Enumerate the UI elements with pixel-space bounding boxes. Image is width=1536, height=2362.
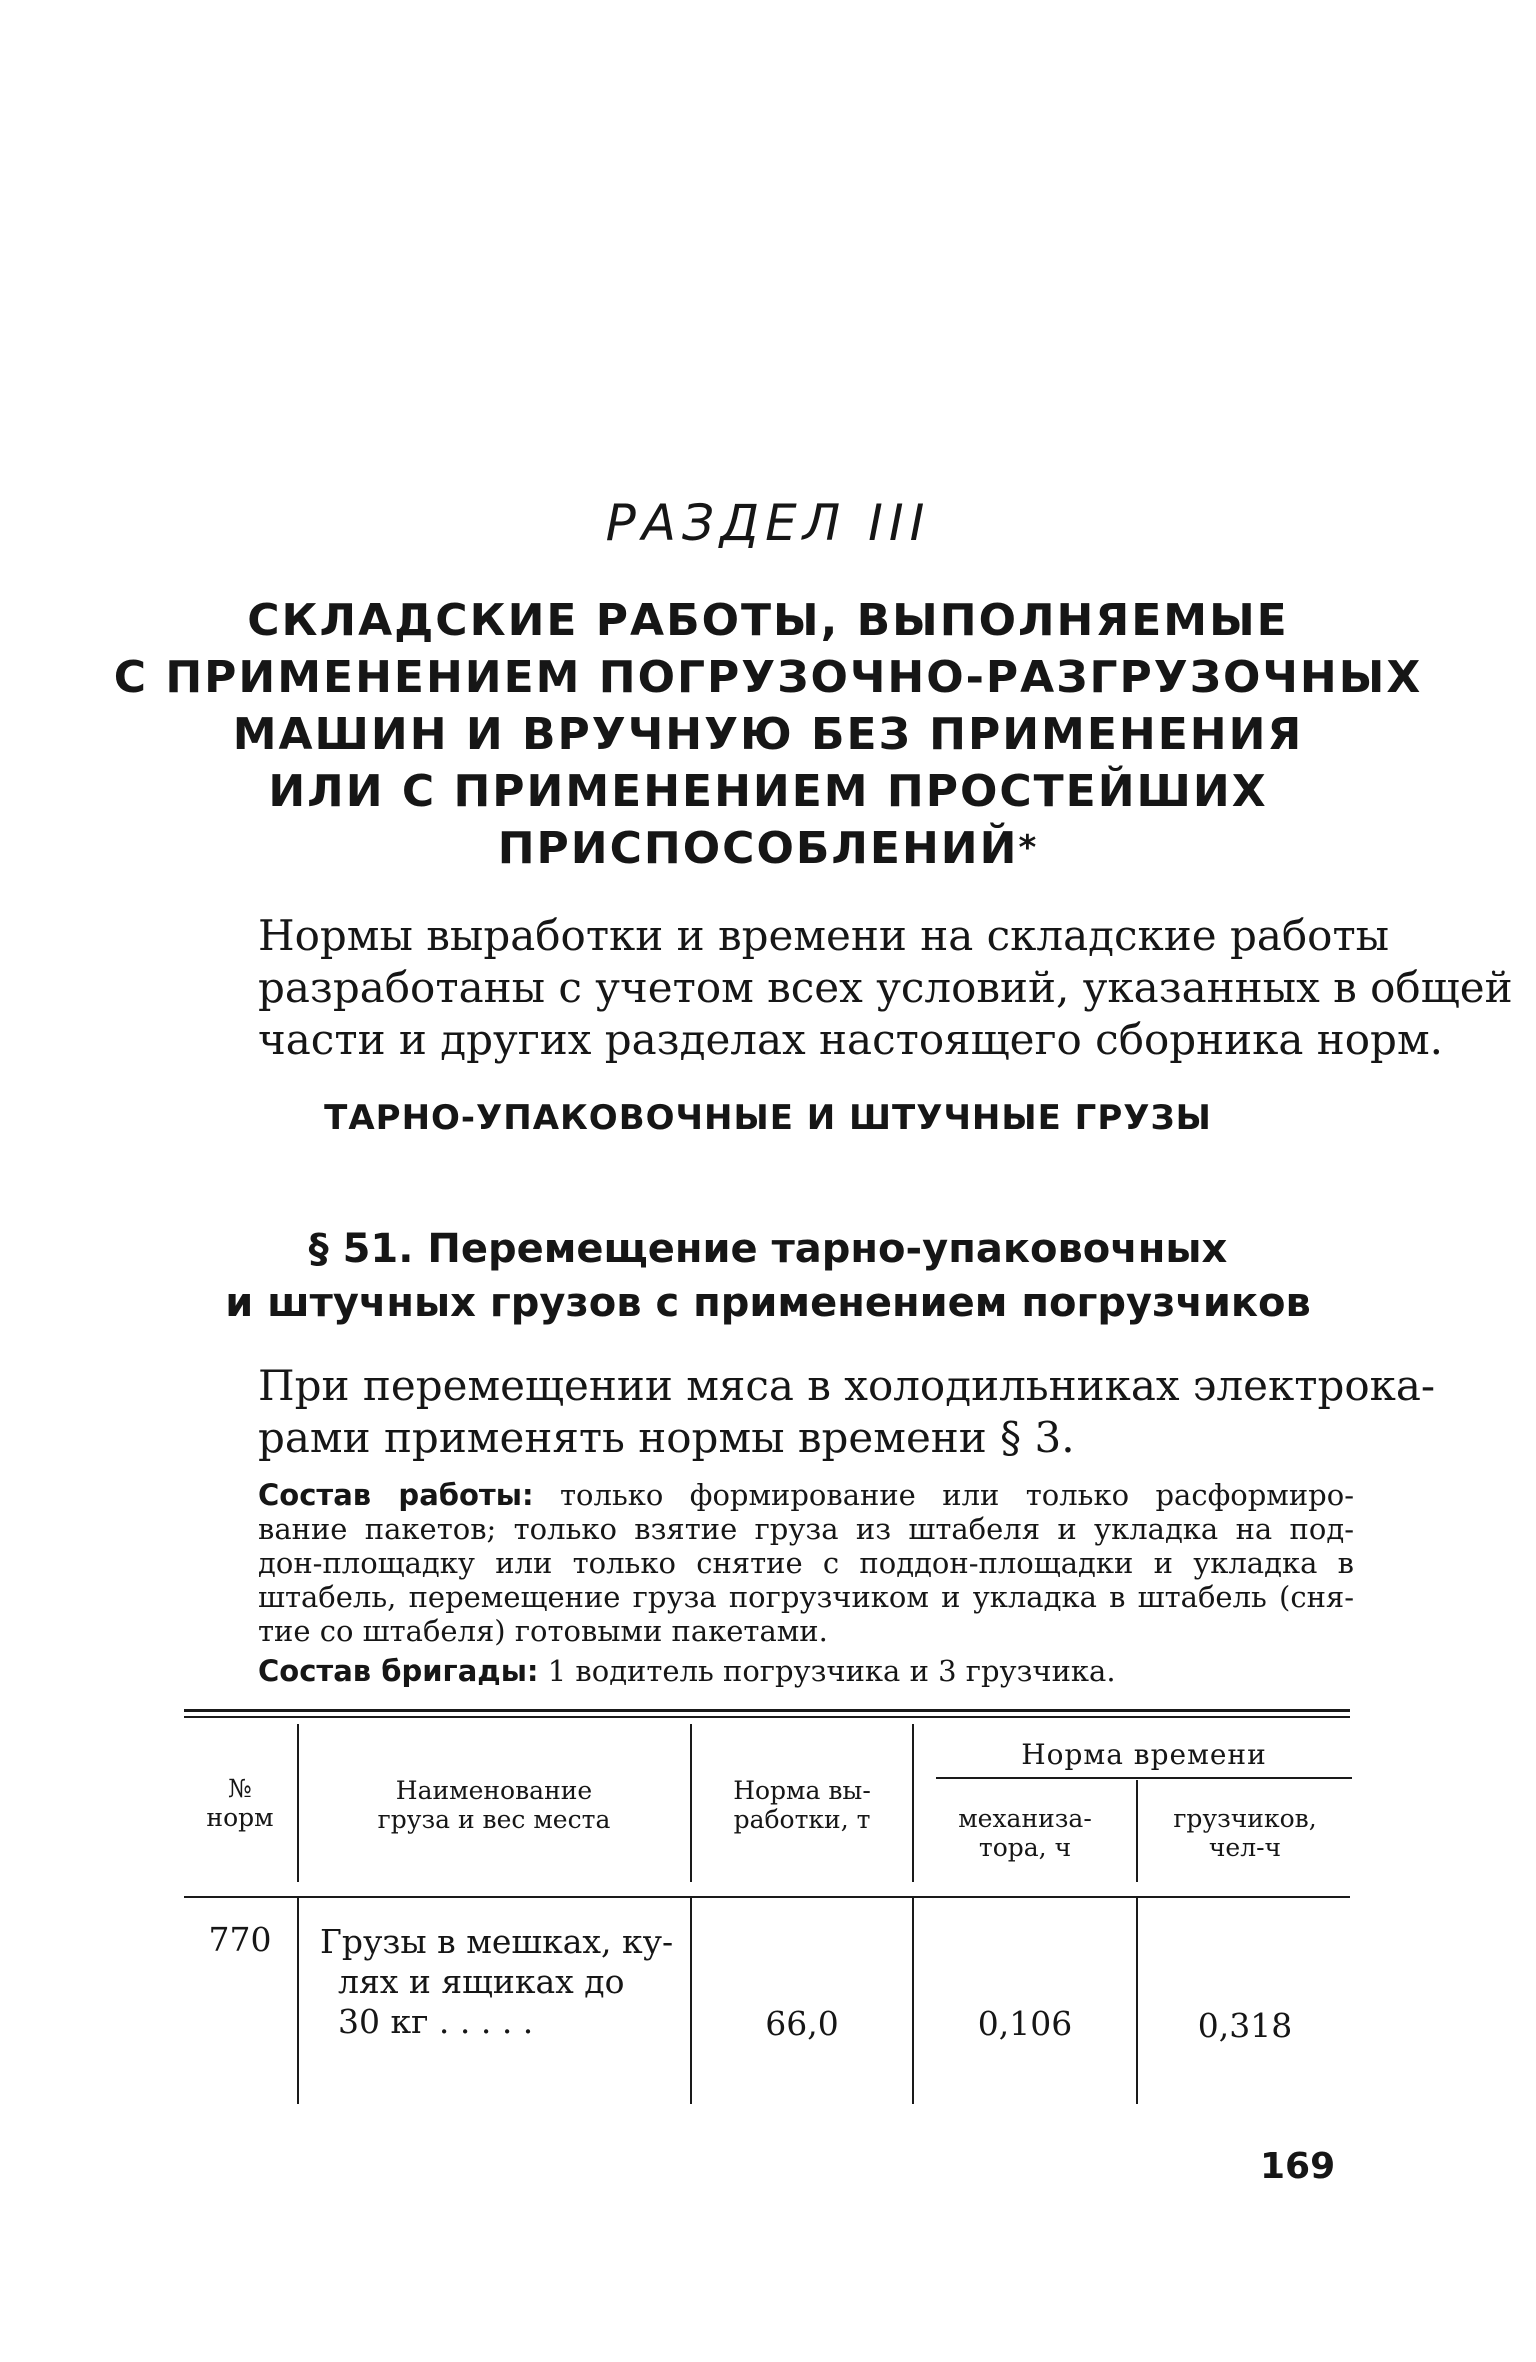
header-loaders [1140, 1804, 1350, 1862]
brigade-composition [258, 1654, 1116, 1688]
cell-cargo-line: лях и ящиках до [338, 1962, 625, 2001]
header-loaders-line: чел-ч [1208, 1833, 1282, 1862]
composition-label: Состав работы: [258, 1478, 534, 1512]
main-title-line: МАШИН И ВРУЧНУЮ БЕЗ ПРИМЕНЕНИЯ [232, 709, 1304, 760]
brigade-text: 1 водитель погрузчика и 3 грузчика. [547, 1654, 1116, 1688]
table-body-divider [912, 1898, 914, 2104]
section-label: РАЗДЕЛ III [605, 494, 931, 552]
table-body-divider [690, 1898, 692, 2104]
table-body-divider [297, 1898, 299, 2104]
paragraph-title-line: и штучных грузов с применением погрузчиков [225, 1280, 1311, 1326]
cell-cargo [320, 1922, 686, 2042]
header-output-line: работки, т [733, 1805, 871, 1834]
header-cargo-line: груза и вес места [377, 1805, 611, 1834]
composition-line: вание пакетов; только взятие груза из штабеля и укладка на под- [258, 1512, 1354, 1546]
note-line: При перемещении мяса в холодильниках электрока- [258, 1361, 1436, 1410]
header-mechanic [916, 1804, 1134, 1862]
cell-mechanic: 0,106 [977, 2004, 1073, 2043]
work-composition [258, 1478, 1354, 1648]
intro-line: части и других разделах настоящего сборника норм. [258, 1015, 1443, 1064]
cell-cargo-line: 30 кг . . . . . [338, 2002, 534, 2041]
table-col-divider [690, 1724, 692, 1882]
cell-norm-no: 770 [208, 1920, 272, 1959]
composition-line: штабель, перемещение груза погрузчиком и укладка в штабель (сня- [258, 1580, 1354, 1614]
main-title-line: СКЛАДСКИЕ РАБОТЫ, ВЫПОЛНЯЕМЫЕ [247, 595, 1289, 646]
page-number: 169 [1260, 2146, 1336, 2187]
table-top-rule [184, 1709, 1350, 1712]
table-col-divider [297, 1724, 299, 1882]
main-title-last-line: ПРИСПОСОБЛЕНИЙ [497, 823, 1019, 874]
note-line: рами применять нормы времени § 3. [258, 1413, 1075, 1462]
main-title-line: С ПРИМЕНЕНИЕМ ПОГРУЗОЧНО-РАЗГРУЗОЧНЫХ [113, 652, 1423, 703]
paragraph-title-line: § 51. Перемещение тарно-упаковочных [308, 1226, 1228, 1272]
composition-text: только формирование или только расформиро- [560, 1478, 1355, 1512]
table-col-divider [912, 1724, 914, 1882]
table-group-underline [936, 1777, 1352, 1779]
main-title [0, 592, 1536, 877]
composition-line [258, 1478, 1354, 1512]
brigade-label: Состав бригады: [258, 1654, 539, 1688]
intro-line: разработаны с учетом всех условий, указанных в общей [258, 963, 1513, 1012]
paragraph-title [0, 1222, 1536, 1330]
footnote-mark: * [1018, 828, 1039, 868]
header-time-group: Норма времени [1021, 1738, 1267, 1771]
header-output [694, 1776, 910, 1834]
table-body-divider [1136, 1898, 1138, 2104]
intro-line: Нормы выработки и времени на складские работы [258, 911, 1390, 960]
composition-line: тие со штабеля) готовыми пакетами. [258, 1614, 828, 1648]
table-top-rule-second [184, 1716, 1350, 1718]
main-title-line [0, 820, 1536, 877]
header-norm-no-line: № [228, 1774, 252, 1803]
header-cargo [300, 1776, 688, 1834]
header-norm-no-line: норм [206, 1803, 274, 1832]
note-paragraph [258, 1360, 1436, 1464]
table-header-bottom-rule [184, 1896, 1350, 1898]
cell-cargo-line: Грузы в мешках, ку- [320, 1922, 674, 1961]
header-mechanic-line: тора, ч [978, 1833, 1072, 1862]
intro-paragraph [258, 910, 1513, 1066]
table-col-divider [1136, 1780, 1138, 1882]
header-norm-no [184, 1774, 296, 1832]
subheading: ТАРНО-УПАКОВОЧНЫЕ И ШТУЧНЫЕ ГРУЗЫ [324, 1098, 1212, 1138]
composition-line: дон-площадку или только снятие с поддон-площадки и укладка в [258, 1546, 1354, 1580]
cell-output: 66,0 [765, 2004, 839, 2043]
header-cargo-line: Наименование [395, 1776, 593, 1805]
main-title-line: ИЛИ С ПРИМЕНЕНИЕМ ПРОСТЕЙШИХ [268, 766, 1268, 817]
header-output-line: Норма вы- [733, 1776, 871, 1805]
cell-loaders: 0,318 [1197, 2006, 1293, 2045]
header-loaders-line: грузчиков, [1173, 1804, 1317, 1833]
header-mechanic-line: механиза- [958, 1804, 1092, 1833]
